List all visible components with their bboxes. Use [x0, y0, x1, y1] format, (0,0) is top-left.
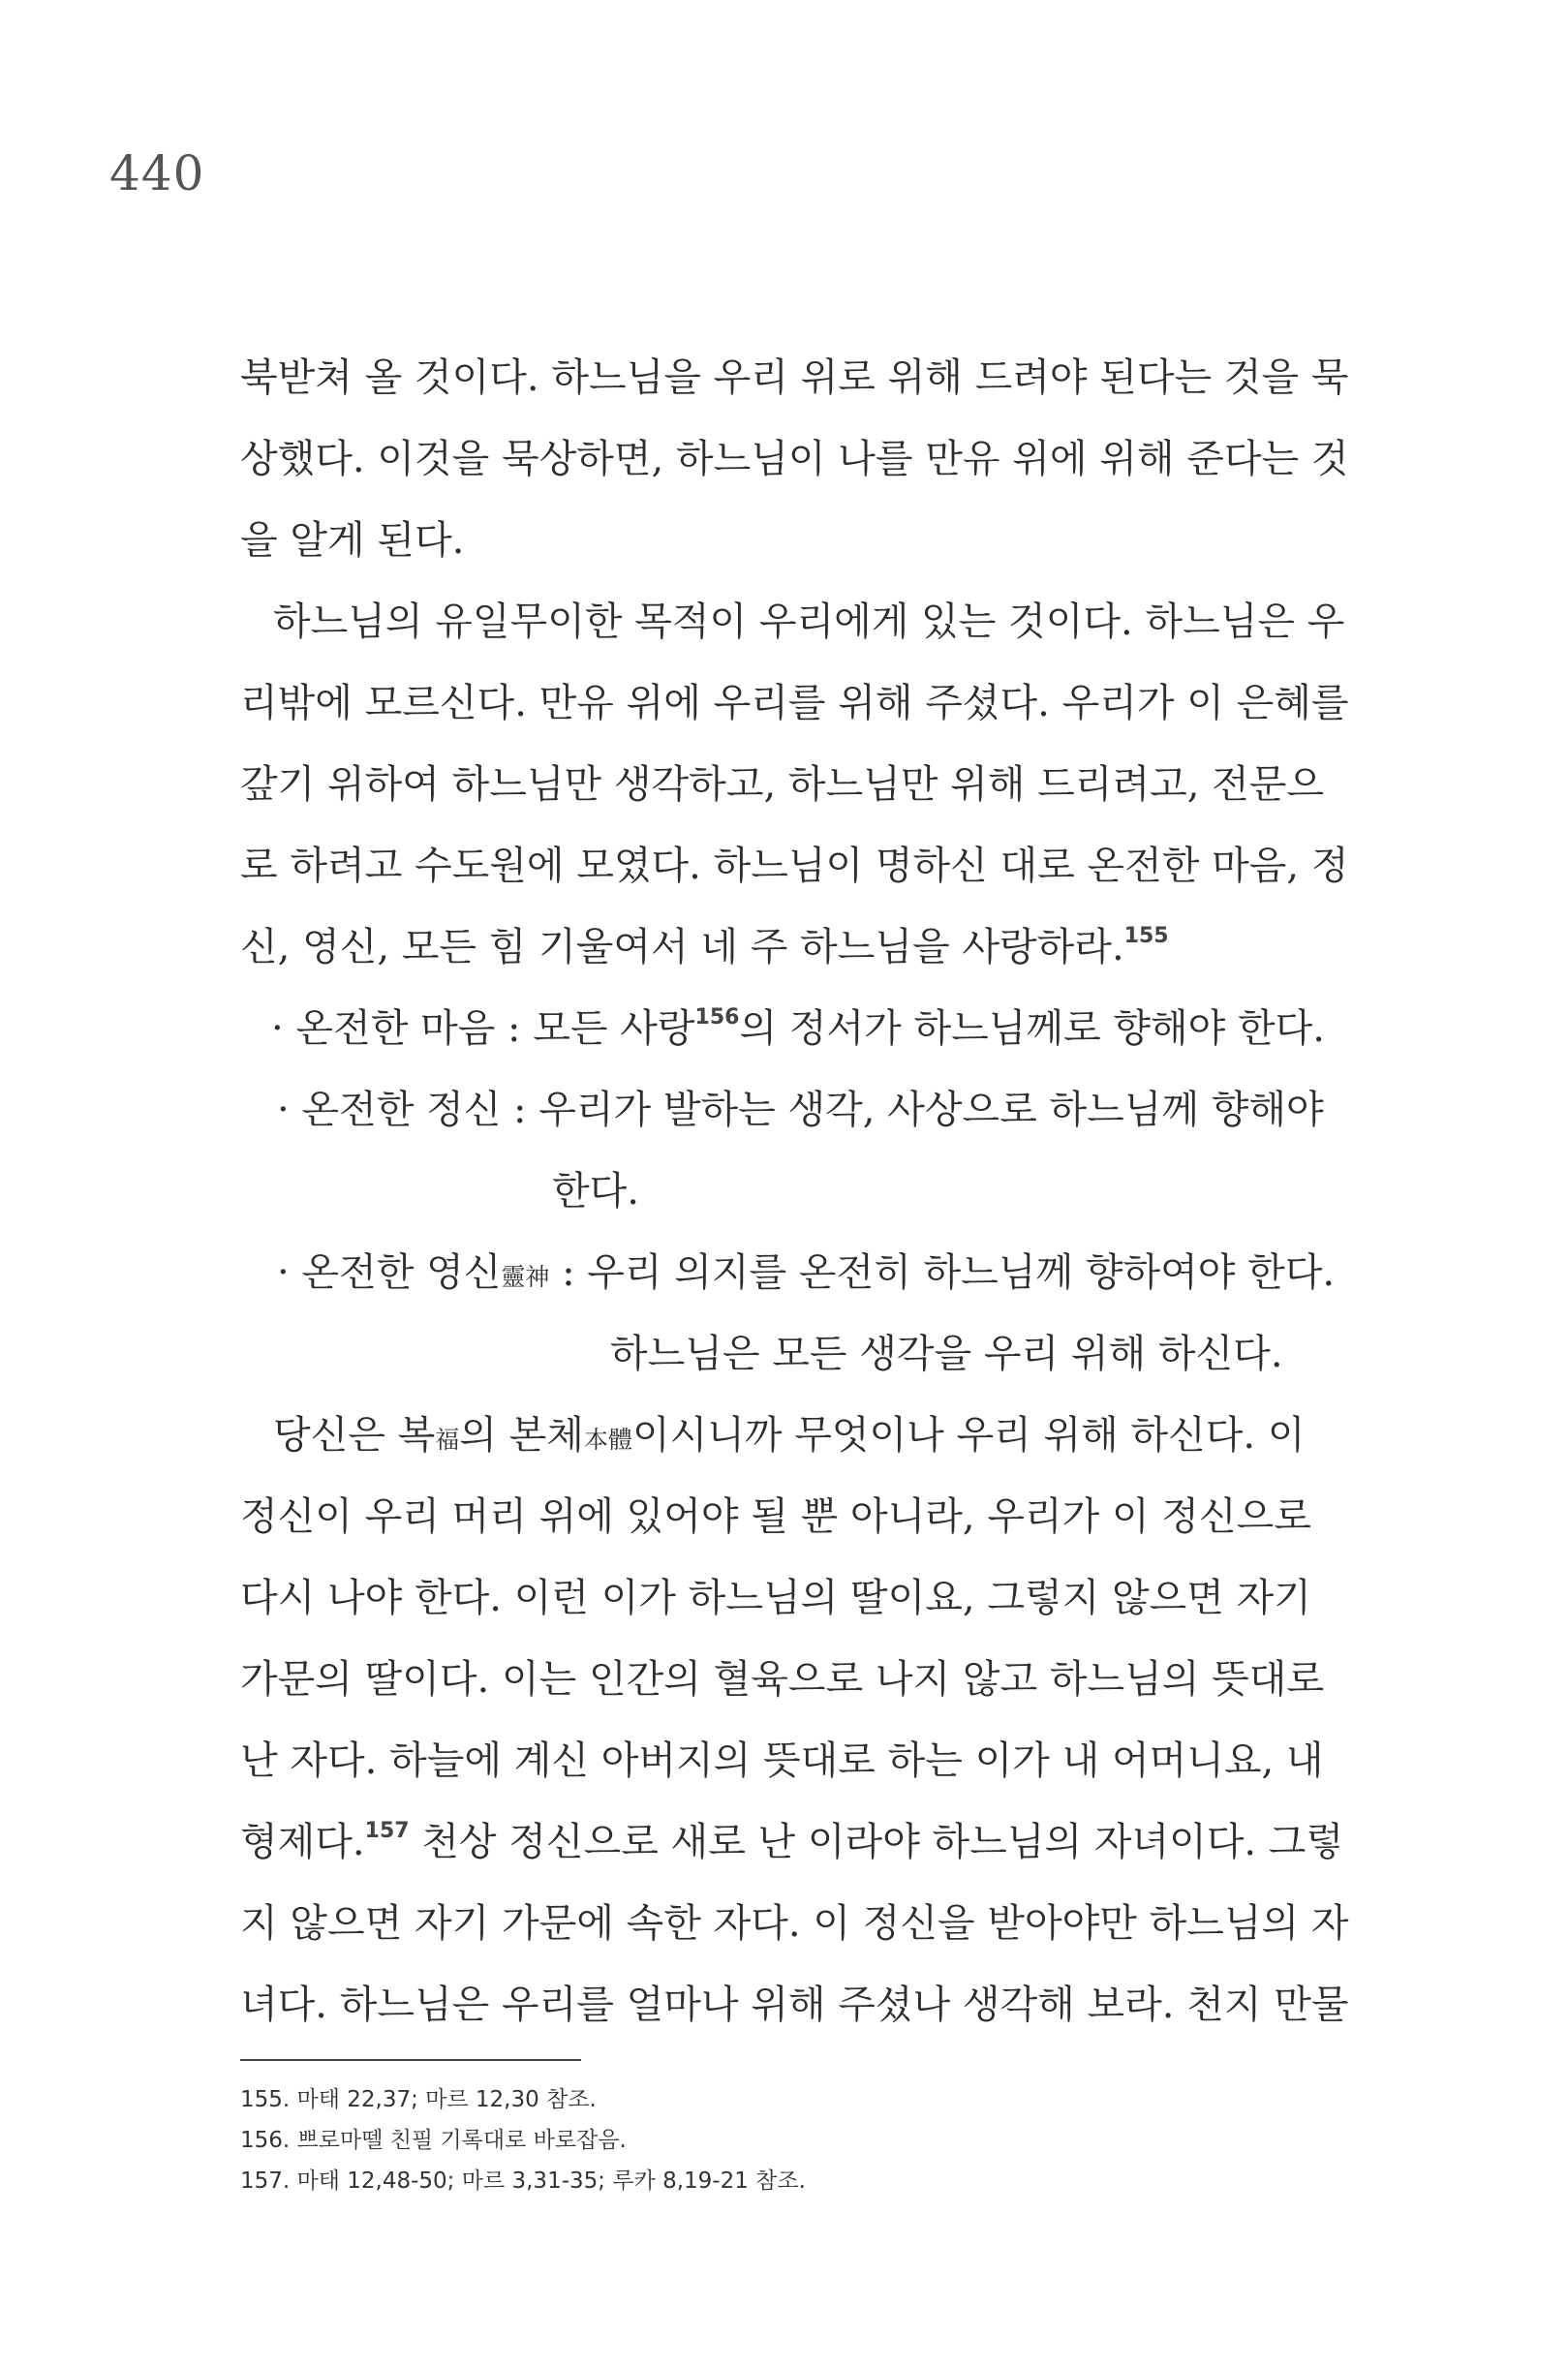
footnote-ref-157[interactable]: 157: [364, 1819, 410, 1843]
list-item-text: : 우리 의지를 온전히 하느님께 향하여야 한다.: [549, 1250, 1336, 1295]
body-line: 로 하려고 수도원에 모였다. 하느님이 명하신 대로 온전한 마음, 정: [240, 844, 1349, 888]
body-line: 난 자다. 하늘에 계신 아버지의 뜻대로 하는 이가 내 어머니요, 내: [240, 1738, 1324, 1783]
footnote-ref-156[interactable]: 156: [694, 1005, 740, 1030]
body-line: 리밖에 모르신다. 만유 위에 우리를 위해 주셨다. 우리가 이 은혜를: [240, 681, 1349, 725]
footnote-156: 156. 쁘로마뗄 친필 기록대로 바로잡음.: [240, 2128, 627, 2153]
list-item-continuation: 한다.: [552, 1169, 639, 1214]
hanja-annotation: 靈神: [501, 1263, 550, 1291]
body-line: 정신이 우리 머리 위에 있어야 될 뿐 아니라, 우리가 이 정신으로: [240, 1494, 1311, 1539]
body-line: 하느님의 유일무이한 목적이 우리에게 있는 것이다. 하느님은 우: [273, 600, 1345, 644]
body-line: 다시 나야 한다. 이런 이가 하느님의 딸이요, 그렇지 않으면 자기: [240, 1576, 1311, 1620]
list-item-text: 의 정서가 하느님께로 향해야 한다.: [739, 1006, 1326, 1051]
body-text: 천상 정신으로 새로 난 이라야 하느님의 자녀이다. 그렇: [409, 1820, 1344, 1864]
body-line: 을 알게 된다.: [240, 518, 465, 563]
list-item-text: · 온전한 영신: [277, 1250, 502, 1295]
list-item-continuation: 하느님은 모든 생각을 우리 위해 하신다.: [610, 1332, 1283, 1376]
list-item: [271, 1001, 1337, 1056]
body-text: 의 본체: [459, 1413, 584, 1458]
body-line: 상했다. 이것을 묵상하면, 하느님이 나를 만유 위에 위해 준다는 것: [240, 437, 1349, 481]
body-text: 신, 영신, 모든 힘 기울여서 네 주 하느님을 사랑하라.: [240, 925, 1124, 969]
footnote-ref-155[interactable]: 155: [1123, 924, 1169, 948]
body-line: 녀다. 하느님은 우리를 얼마나 위해 주셨나 생각해 보라. 천지 만물: [240, 1983, 1349, 2027]
body-line: 갚기 위하여 하느님만 생각하고, 하느님만 위해 드리려고, 전문으: [240, 762, 1325, 807]
list-item: [277, 1246, 1342, 1305]
body-text: 이시니까 무엇이나 우리 위해 하신다. 이: [631, 1413, 1306, 1458]
footnote-divider: [240, 2059, 581, 2061]
hanja-annotation: 福: [435, 1426, 460, 1454]
body-line: [240, 920, 1306, 974]
list-item-text: · 온전한 마음 : 모든 사랑: [271, 1006, 695, 1051]
body-line: [240, 1815, 1344, 1869]
footnote-155: 155. 마태 22,37; 마르 12,30 참조.: [240, 2087, 597, 2112]
body-text: 당신은 복: [273, 1413, 436, 1458]
body-line: 가문의 딸이다. 이는 인간의 혈육으로 나지 않고 하느님의 뜻대로: [240, 1657, 1325, 1702]
body-line: [273, 1408, 1306, 1467]
hanja-annotation: 本體: [583, 1426, 632, 1454]
body-text: 형제다.: [240, 1820, 365, 1864]
page-number: 440: [109, 145, 205, 201]
body-line: 지 않으면 자기 가문에 속한 자다. 이 정신을 받아야만 하느님의 자: [240, 1901, 1349, 1946]
footnote-157: 157. 마태 12,48-50; 마르 3,31-35; 루카 8,19-21 참조.: [240, 2168, 806, 2194]
body-line: 북받쳐 올 것이다. 하느님을 우리 위로 위해 드려야 된다는 것을 묵: [240, 355, 1349, 400]
list-item: · 온전한 정신 : 우리가 발하는 생각, 사상으로 하느님께 향해야: [277, 1088, 1324, 1132]
